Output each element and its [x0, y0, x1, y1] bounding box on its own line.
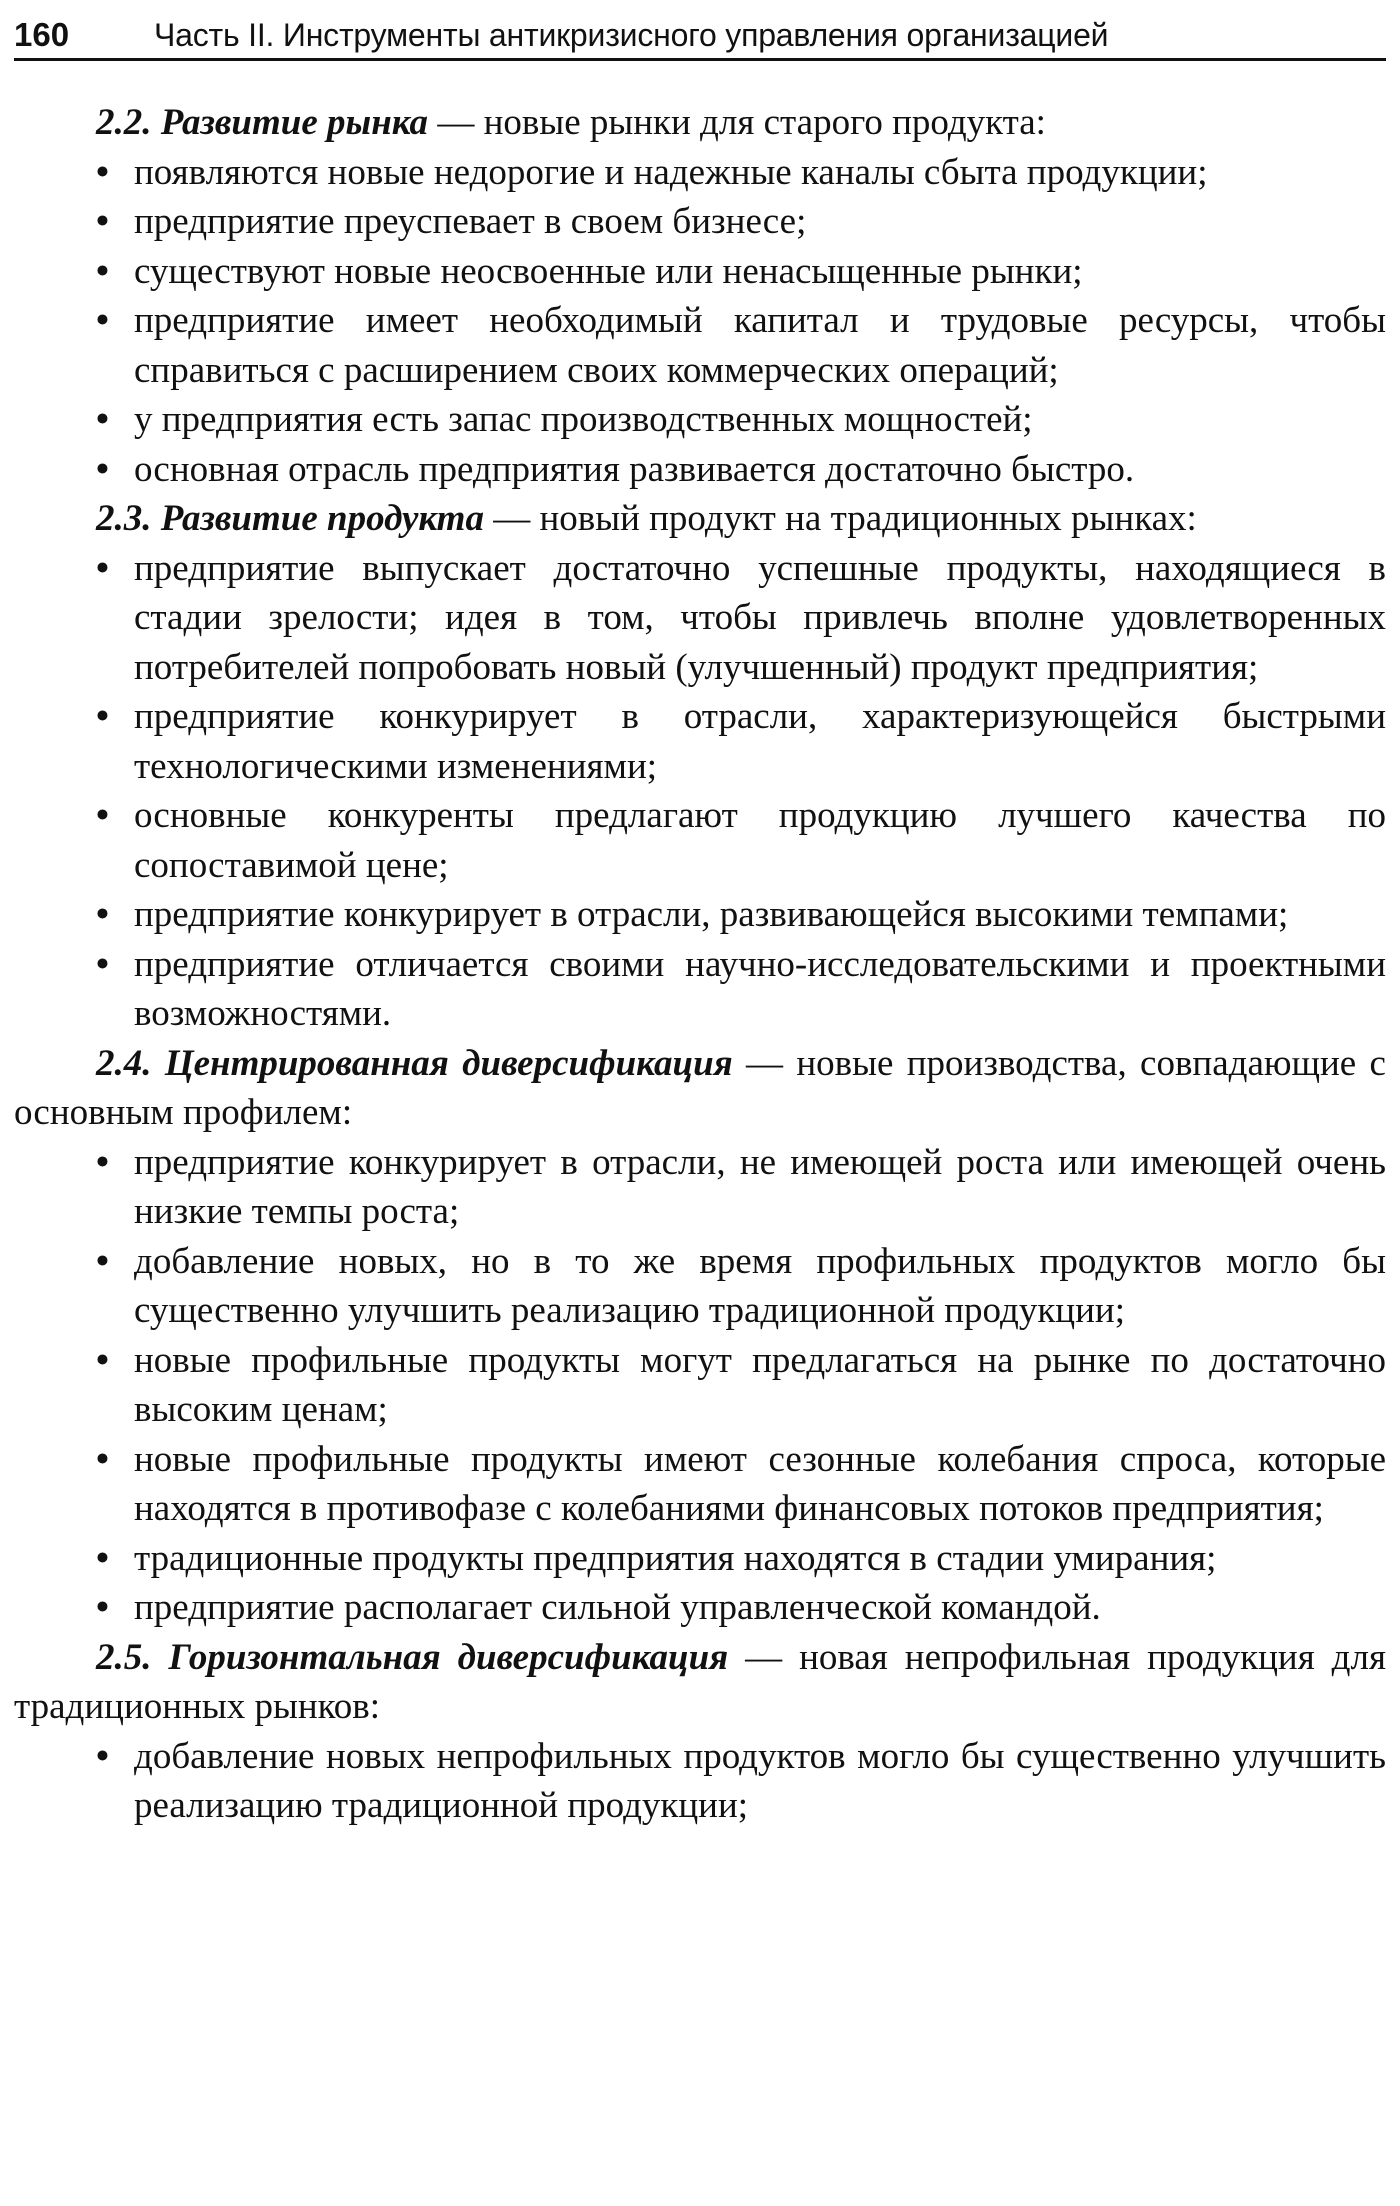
- list-item: [96, 197, 1386, 247]
- page-number: 160: [14, 16, 70, 53]
- bullet-icon: •: [96, 399, 109, 440]
- list-item-text: добавление новых, но в то же время профильных продуктов могло бы существенно улучшить реализацию традиционной продукции;: [134, 1240, 1386, 1331]
- bullet-icon: •: [96, 1537, 109, 1579]
- list-item: [96, 1138, 1386, 1237]
- section-lead-text: — новые рынки для старого продукта:: [428, 102, 1046, 143]
- list-item-text: предприятие располагает сильной управленческой командой.: [134, 1587, 1101, 1628]
- list-item-text: традиционные продукты предприятия находятся в стадии умирания;: [134, 1537, 1217, 1579]
- list-item: [96, 247, 1386, 297]
- section-term: 2.3. Развитие продукта: [96, 498, 484, 539]
- section-lead-text: — новая непрофильная продукция для традиционных рынков:: [14, 1636, 1386, 1727]
- list-item-text: предприятие выпускает достаточно успешные продукты, находящиеся в стадии зрелости; идея в том, чтобы привлечь вполне удовлетворенных потребителей попробовать новый (улучшенный) продукт предприятия;: [134, 547, 1386, 688]
- page-body: [14, 98, 1386, 1831]
- bullet-list: [14, 148, 1386, 495]
- section-term: 2.4. Центрированная диверсификация: [96, 1042, 733, 1084]
- list-item-text: добавление новых непрофильных продуктов могло бы существенно улучшить реализацию традиционной продукции;: [134, 1735, 1386, 1826]
- section-term: 2.2. Развитие рынка: [96, 102, 429, 143]
- list-item: [96, 1583, 1386, 1633]
- bullet-icon: •: [96, 795, 109, 836]
- list-item: [96, 296, 1386, 395]
- bullet-icon: •: [96, 1735, 109, 1777]
- list-item: [96, 1237, 1386, 1336]
- list-item-text: предприятие преуспевает в своем бизнесе;: [134, 201, 807, 242]
- list-item-text: новые профильные продукты могут предлагаться на рынке по достаточно высоким ценам;: [134, 1339, 1386, 1430]
- list-item-text: у предприятия есть запас производственных мощностей;: [134, 399, 1033, 440]
- bullet-icon: •: [96, 894, 109, 935]
- list-item: [96, 445, 1386, 495]
- list-item-text: предприятие конкурирует в отрасли, развивающейся высокими темпами;: [134, 894, 1289, 935]
- bullet-icon: •: [96, 448, 109, 490]
- list-item-text: предприятие конкурирует в отрасли, характеризующейся быстрыми технологическими изменениями;: [134, 696, 1386, 787]
- list-item: [96, 544, 1386, 693]
- bullet-list: [14, 544, 1386, 1039]
- list-item: [96, 1336, 1386, 1435]
- bullet-list: [14, 1138, 1386, 1633]
- section-lead-text: — новый продукт на традиционных рынках:: [483, 498, 1197, 539]
- bullet-icon: •: [96, 250, 109, 292]
- list-item-text: основные конкуренты предлагают продукцию лучшего качества по сопоставимой цене;: [134, 795, 1386, 886]
- list-item-text: появляются новые недорогие и надежные каналы сбыта продукции;: [134, 151, 1208, 193]
- list-item: [96, 148, 1386, 198]
- list-item: [96, 1732, 1386, 1831]
- section-lead: [14, 1039, 1386, 1138]
- book-page: [14, 0, 1386, 2206]
- bullet-icon: •: [96, 201, 109, 242]
- section-lead: [14, 1633, 1386, 1732]
- list-item-text: новые профильные продукты имеют сезонные колебания спроса, которые находятся в противофазе с колебаниями финансовых потоков предприятия;: [134, 1438, 1386, 1529]
- list-item: [96, 692, 1386, 791]
- list-item-text: предприятие отличается своими научно-исследовательскими и проектными возможностями.: [134, 943, 1386, 1034]
- list-item: [96, 1435, 1386, 1534]
- bullet-list: [14, 1732, 1386, 1831]
- bullet-icon: •: [96, 151, 109, 193]
- list-item: [96, 890, 1386, 940]
- list-item: [96, 395, 1386, 445]
- bullet-icon: •: [96, 547, 109, 589]
- bullet-icon: •: [96, 1339, 109, 1381]
- bullet-icon: •: [96, 1240, 109, 1282]
- bullet-icon: •: [96, 1438, 109, 1480]
- list-item-text: предприятие имеет необходимый капитал и трудовые ресурсы, чтобы справиться с расширением своих коммерческих операций;: [134, 300, 1386, 391]
- list-item: [96, 940, 1386, 1039]
- bullet-icon: •: [96, 300, 109, 341]
- list-item-text: предприятие конкурирует в отрасли, не имеющей роста или имеющей очень низкие темпы роста;: [134, 1141, 1386, 1232]
- list-item-text: существуют новые неосвоенные или ненасыщенные рынки;: [134, 250, 1083, 292]
- running-title: Часть II. Инструменты антикризисного управления организацией: [154, 17, 1109, 53]
- list-item: [96, 1534, 1386, 1584]
- bullet-icon: •: [96, 1587, 109, 1628]
- section-lead-text: — новые производства, совпадающие с основным профилем:: [14, 1042, 1386, 1133]
- section-lead: [14, 494, 1386, 544]
- bullet-icon: •: [96, 1141, 109, 1183]
- list-item: [96, 791, 1386, 890]
- running-head: [14, 4, 1386, 61]
- section-term: 2.5. Горизонтальная диверсификация: [96, 1636, 729, 1678]
- section-lead: [14, 98, 1386, 148]
- bullet-icon: •: [96, 943, 109, 985]
- list-item-text: основная отрасль предприятия развивается достаточно быстро.: [134, 448, 1135, 490]
- bullet-icon: •: [96, 696, 109, 737]
